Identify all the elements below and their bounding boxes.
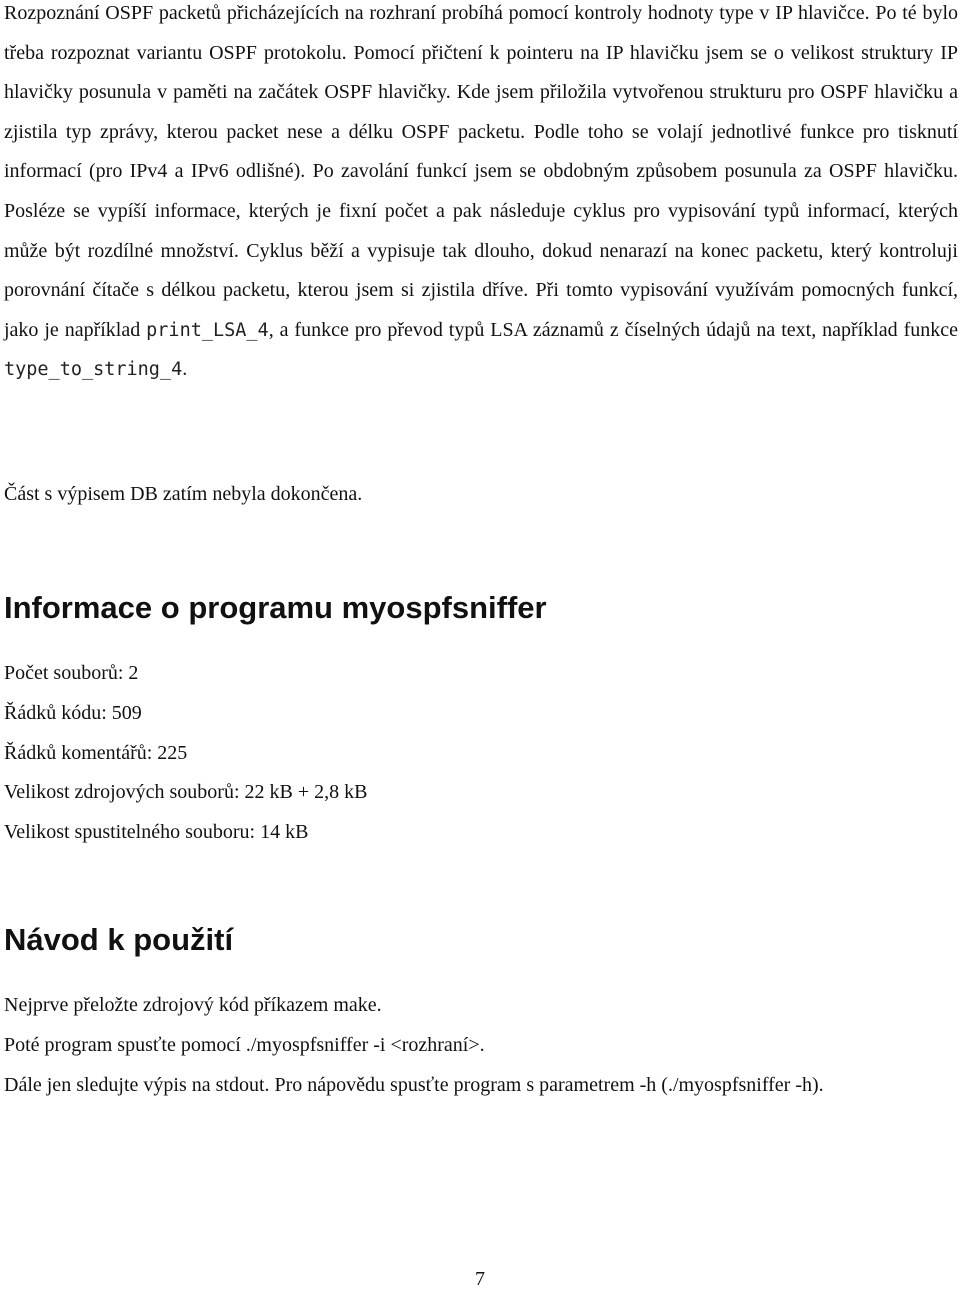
info-comment-lines: Řádků komentářů: 225 [4,741,188,764]
info-source-size: Velikost zdrojových souborů: 22 kB + 2,8 kB [4,781,368,804]
status-note: Část s výpisem DB zatím nebyla dokončena. [4,483,363,505]
intro-text-1: Rozpoznání OSPF packetů přicházejících na rozhraní probíhá pomocí kontroly hodnoty type v IP hlavičce. Po té bylo třeba rozpoznat variantu OSPF protokolu. Pomocí přičtení k pointeru na IP hlavičku jsem se o velikost struktury IP hlavičky posunula v paměti na začátek OSPF hlavičky. Kde jsem přiložila vytvořenou strukturu pro OSPF hlavičku a zjistila typ zprávy, kterou packet nese a délku OSPF packetu. Podle toho se volají jednotlivé funkce pro tisknutí informací (pro IPv4 a IPv6 odlišné). Po zavolání funkcí jsem se obdobným způsobem posunula za OSPF hlavičku. Posléze se vypíší informace, kterých je fixní počet a pak následuje cyklus pro vypisování typů informací, kterých může být rozdílné množství. Cyklus běží a vypisuje tak dlouho, dokud nenarazí na konec packetu, který kontroluji porovnání čítače s délkou packetu, kterou jsem si zjistila dříve. Při tomto vypisování využívám pomocných funkcí, jako je například [4,2,958,341]
usage-run: Poté program spusťte pomocí ./myospfsniffer -i <rozhraní>. [4,1033,485,1056]
info-file-count: Počet souborů: 2 [4,662,139,684]
info-heading: Informace o programu myospfsniffer [4,590,547,625]
info-binary-size: Velikost spustitelného souboru: 14 kB [4,821,309,844]
usage-list [4,986,824,1105]
intro-text-3: . [182,358,188,381]
usage-compile: Nejprve přeložte zdrojový kód příkazem make. [4,994,382,1016]
usage-heading: Návod k použití [4,922,234,957]
intro-paragraph [4,0,958,390]
info-code-lines: Řádků kódu: 509 [4,701,142,724]
usage-output: Dále jen sledujte výpis na stdout. Pro nápovědu spusťte program s parametrem -h (./myospfsniffer -h). [4,1073,824,1096]
code-print-lsa: print_LSA_4 [146,319,269,341]
intro-text-2: , a funkce pro převod typů LSA záznamů z číselných údajů na text, například funkce [268,318,958,341]
info-list [4,654,368,853]
page-number: 7 [475,1268,485,1290]
code-type-to-string: type_to_string_4 [4,359,183,381]
